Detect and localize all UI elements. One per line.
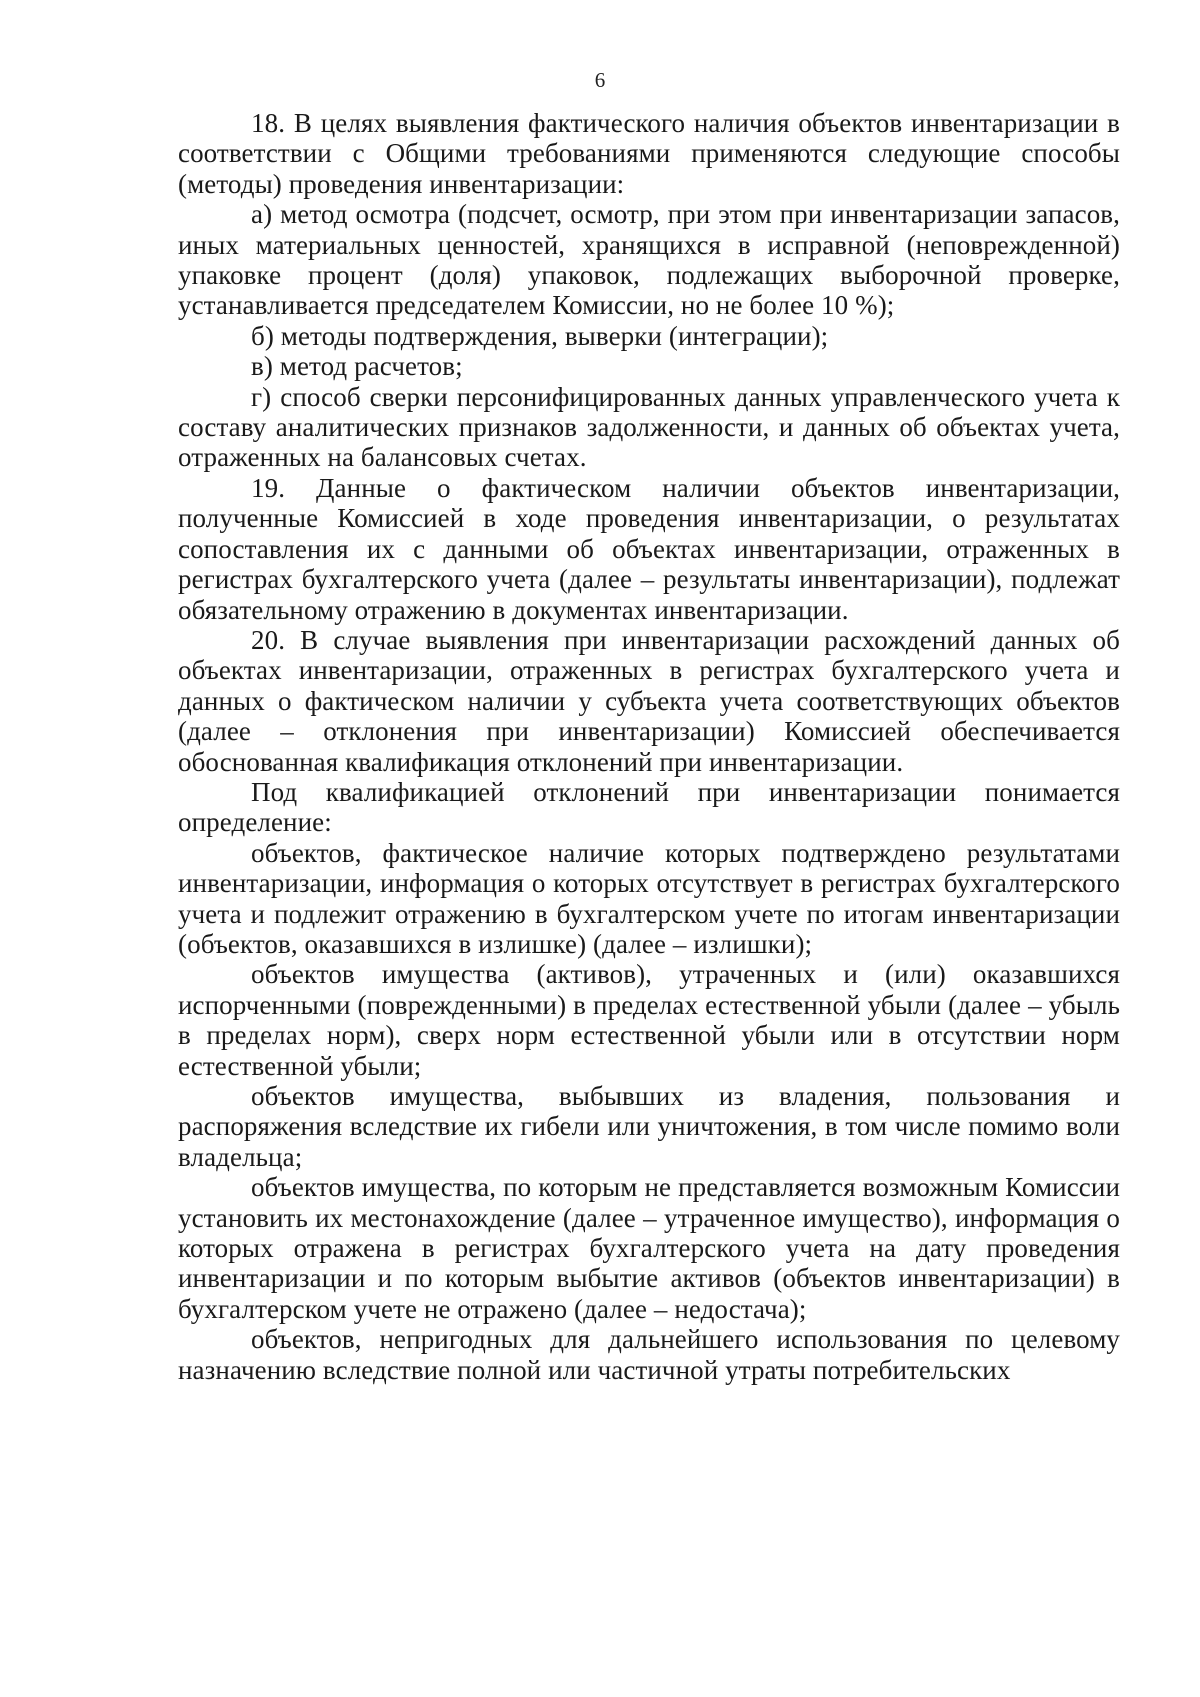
definition-loss-within-norms: объектов имущества (активов), утраченных и (или) оказавшихся испорченными (поврежденными) в пределах естественной убыли (далее – убыль в пределах норм), сверх норм естественной убыли или в отсутствии норм естественной убыли; (178, 959, 1120, 1081)
list-item-v: в) метод расчетов; (251, 351, 463, 382)
definition-unusable-objects: объектов, непригодных для дальнейшего использования по целевому назначению вследствие полной или частичной утраты потребительских (178, 1324, 1120, 1385)
list-item-a: а) метод осмотра (подсчет, осмотр, при этом при инвентаризации запасов, иных материальных ценностей, хранящихся в исправной (неповрежденной) упаковке процент (доля) упаковок, подлежащих выборочной проверке, устанавливается председателем Комиссии, но не более 10 %); (178, 199, 1120, 321)
definition-shortage: объектов имущества, по которым не представляется возможным Комиссии установить их местонахождение (далее – утраченное имущество), информация о которых отражена в регистрах бухгалтерского учета на дату проведения инвентаризации и по которым выбытие активов (объектов инвентаризации) в бухгалтерском учете не отражено (далее – недостача); (178, 1172, 1120, 1324)
paragraph-qualification: Под квалификацией отклонений при инвентаризации понимается определение: (178, 776, 1120, 838)
definition-disposed-property: объектов имущества, выбывших из владения, пользования и распоряжения вследствие их гибели или уничтожения, в том числе помимо воли владельца; (178, 1081, 1120, 1172)
paragraph-18: 18. В целях выявления фактического наличия объектов инвентаризации в соответствии с Общими требованиями применяются следующие способы (методы) проведения инвентаризации: (178, 108, 1120, 199)
paragraph-19: 19. Данные о фактическом наличии объектов инвентаризации, полученные Комиссией в ходе проведения инвентаризации, о результатах сопоставления их с данными об объектах инвентаризации, отраженных в регистрах бухгалтерского учета (далее – результаты инвентаризации), подлежат обязательному отражению в документах инвентаризации. (178, 472, 1120, 625)
list-item-b: б) методы подтверждения, выверки (интеграции); (251, 320, 829, 351)
list-item-g: г) способ сверки персонифицированных данных управленческого учета к составу аналитических признаков задолженности, и данных об объектах учета, отраженных на балансовых счетах. (178, 381, 1120, 473)
paragraph-20: 20. В случае выявления при инвентаризации расхождений данных об объектах инвентаризации, отраженных в регистрах бухгалтерского учета и данных о фактическом наличии у субъекта учета соответствующих объектов (далее – отклонения при инвентаризации) Комиссией обеспечивается обоснованная квалификация отклонений при инвентаризации. (178, 624, 1120, 777)
document-body (178, 108, 1120, 1385)
page-number: 6 (594, 68, 606, 92)
definition-surplus: объектов, фактическое наличие которых подтверждено результатами инвентаризации, информация о которых отсутствует в регистрах бухгалтерского учета и подлежит отражению в бухгалтерском учете по итогам инвентаризации (объектов, оказавшихся в излишке) (далее – излишки); (178, 837, 1120, 959)
